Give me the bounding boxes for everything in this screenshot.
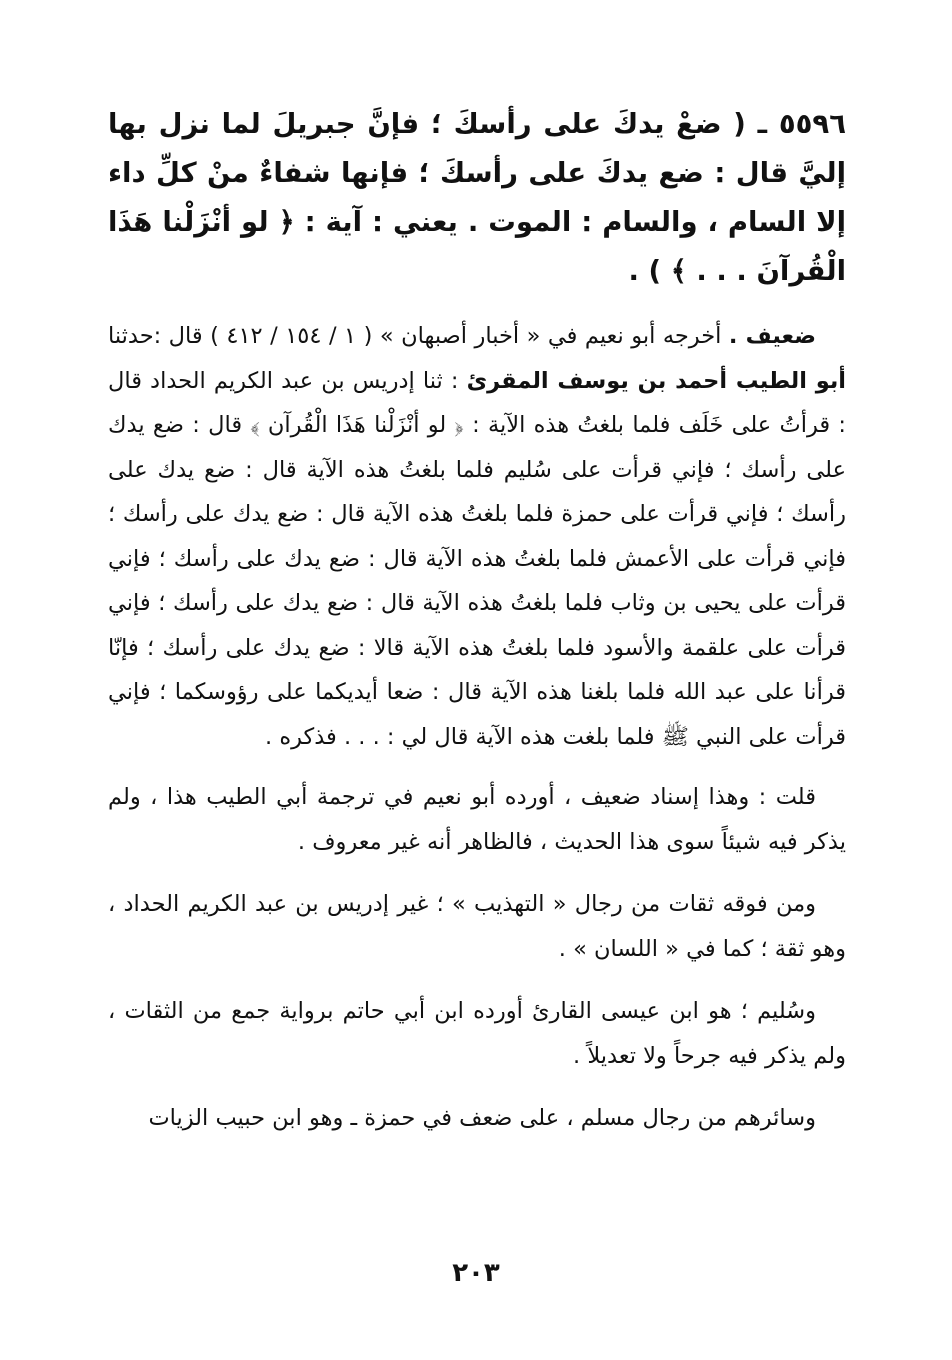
takhrij-source: أخرجه أبو نعيم في « أخبار أصبهان » ( ١ / ١٥٤ / ٤١٢ ) قال :حدثنا <box>108 323 722 349</box>
hadith-number: ٥٥٩٦ ـ <box>757 108 846 140</box>
page-body <box>108 100 846 1159</box>
comment-paragraph: قلت : وهذا إسناد ضعيف ، أورده أبو نعيم في ترجمة أبي الطيب هذا ، ولم يذكر فيه شيئاً سوى هذا الحديث ، فالظاهر أنه غير معروف . <box>108 784 846 855</box>
hadith-matn: ( ضعْ يدكَ على رأسكَ ؛ فإنَّ جبريلَ لما نزل بها إليَّ قال : ضع يدكَ على رأسكَ ؛ فإنها شفاءٌ منْ كلِّ داء إلا السام ، والسام : الموت . يعني : آية : ﴿ لو أنْزَلْنا هَذَا الْقُرآنَ . . . ﴾ ) . <box>108 108 846 287</box>
comment-paragraph: وسائرهم من رجال مسلم ، على ضعف في حمزة ـ وهو ابن حبيب الزيات <box>148 1105 816 1131</box>
narrator-name: أبو الطيب أحمد بن يوسف المقرئ <box>466 367 846 394</box>
takhrij-paragraph <box>108 314 846 759</box>
comment-paragraph: ومن فوقه ثقات من رجال « التهذيب » ؛ غير إدريس بن عبد الكريم الحداد ، وهو ثقة ؛ كما في « اللسان » . <box>108 891 846 962</box>
isnad-chain: : ثنا إدريس بن عبد الكريم الحداد قال : قرأتُ على خَلَف فلما بلغتُ هذه الآية : ﴿ لو أنْزَلْنا هَذَا الْقُرآن ﴾ قال : ضع يدك على رأسك ؛ فإني قرأت على سُليم فلما بلغتُ هذه الآية قال : ضع يدك على رأسك ؛ فإني قرأت على حمزة فلما بلغتُ هذه الآية قال : ضع يدك على رأسك ؛ فإني قرأت على الأعمش فلما بلغتُ هذه الآية قال : ضع يدك على رأسك ؛ فإني قرأت على يحيى بن وثاب فلما بلغتُ هذه الآية قال : ضع يدك على رأسك ؛ فإني قرأت على علقمة والأسود فلما بلغتُ هذه الآية قالا : ضع يدك على رأسك ؛ فإنّا قرأنا على عبد الله فلما بلغنا هذه الآية قال : ضعا أيديكما على رؤوسكما ؛ فإني قرأت على النبي ﷺ فلما بلغت هذه الآية قال لي : . . . فذكره . <box>108 367 846 750</box>
hadith-text <box>108 100 846 296</box>
page-number: ٢٠٣ <box>452 1258 500 1288</box>
hadith-grade: ضعيف . <box>728 323 816 349</box>
comment-paragraph: وسُليم ؛ هو ابن عيسى القارئ أورده ابن أبي حاتم برواية جمع من الثقات ، ولم يذكر فيه جرحاً ولا تعديلاً . <box>108 998 846 1069</box>
